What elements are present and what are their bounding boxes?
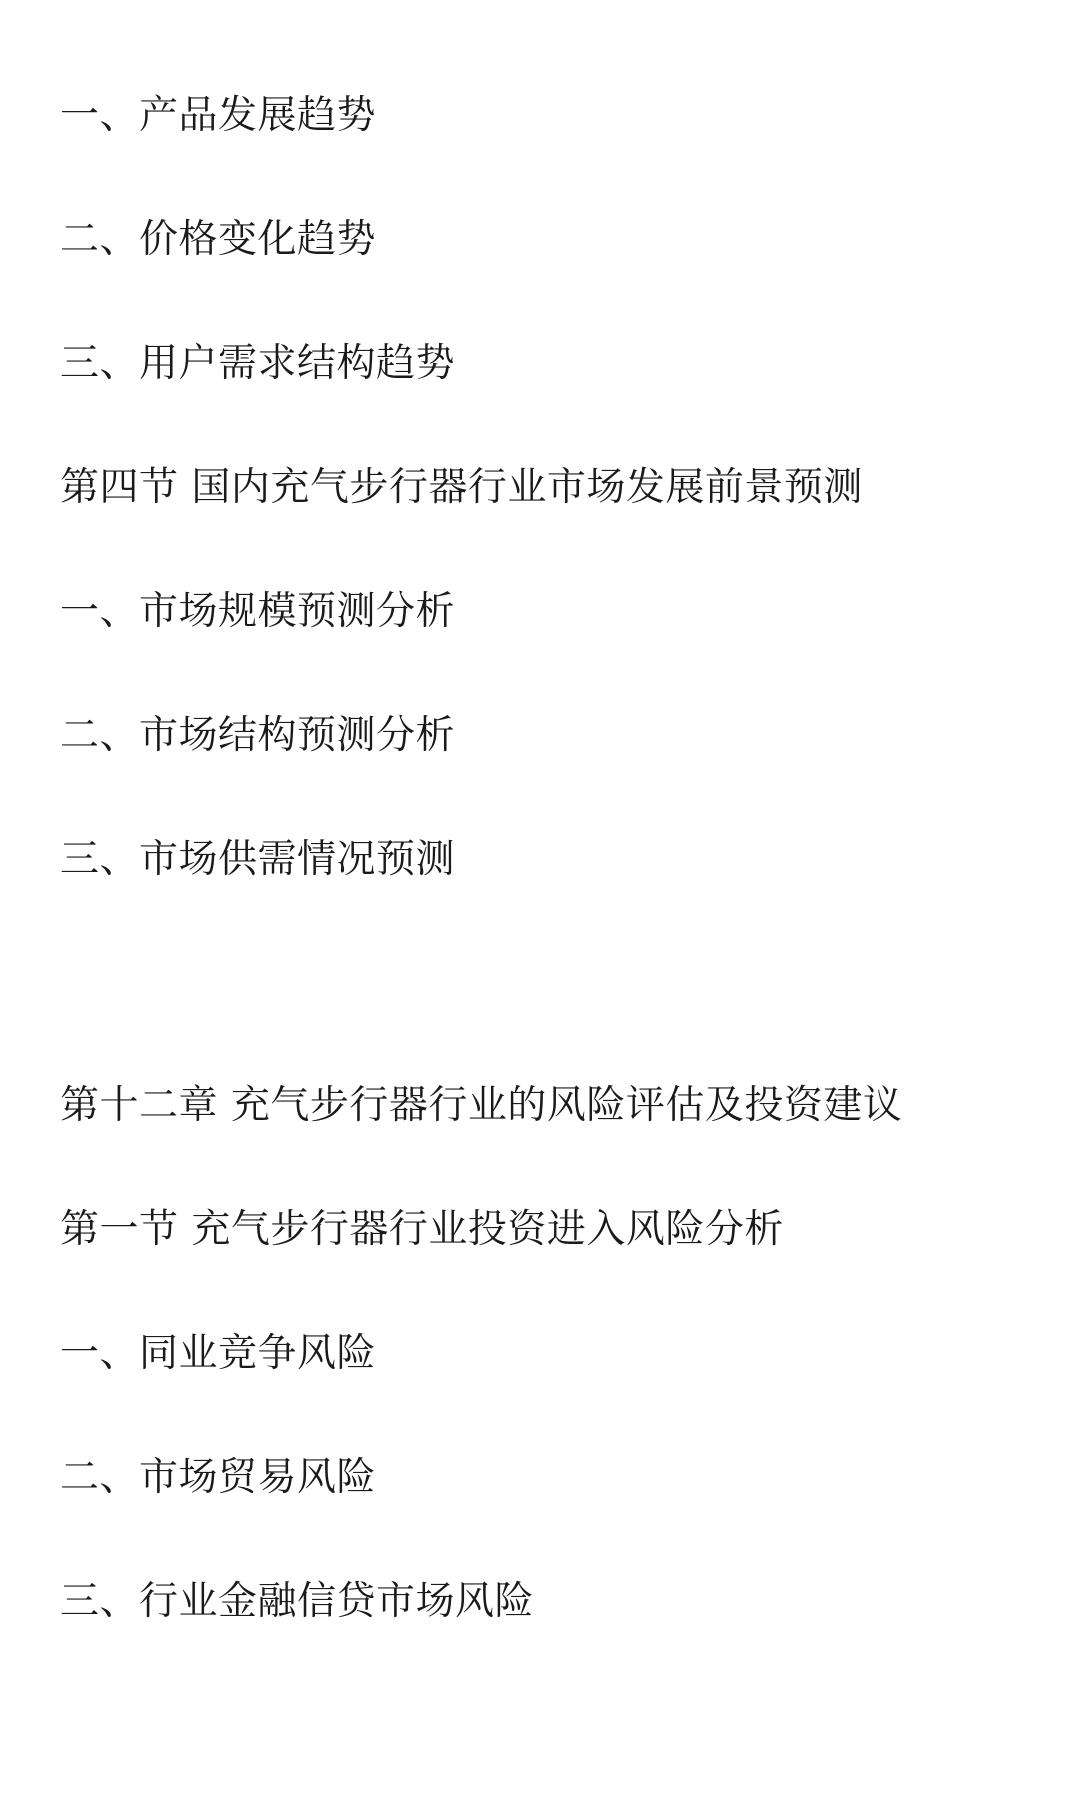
section-heading-entry-risk: 第一节 充气步行器行业投资进入风险分析: [60, 1207, 784, 1252]
subsection-credit-risk: 三、行业金融信贷市场风险: [60, 1579, 535, 1624]
subsection-market-size: 一、市场规模预测分析: [60, 589, 456, 634]
subsection-demand-structure: 三、用户需求结构趋势: [60, 341, 456, 386]
subsection-supply-demand: 三、市场供需情况预测: [60, 837, 456, 882]
subsection-market-structure: 二、市场结构预测分析: [60, 713, 456, 758]
section-heading-market-outlook: 第四节 国内充气步行器行业市场发展前景预测: [60, 465, 863, 510]
chapter-heading-risk-assessment: 第十二章 充气步行器行业的风险评估及投资建议: [60, 1083, 903, 1128]
subsection-trade-risk: 二、市场贸易风险: [60, 1455, 377, 1500]
subsection-product-trend: 一、产品发展趋势: [60, 93, 377, 138]
subsection-price-trend: 二、价格变化趋势: [60, 217, 377, 262]
subsection-competition-risk: 一、同业竞争风险: [60, 1331, 377, 1376]
